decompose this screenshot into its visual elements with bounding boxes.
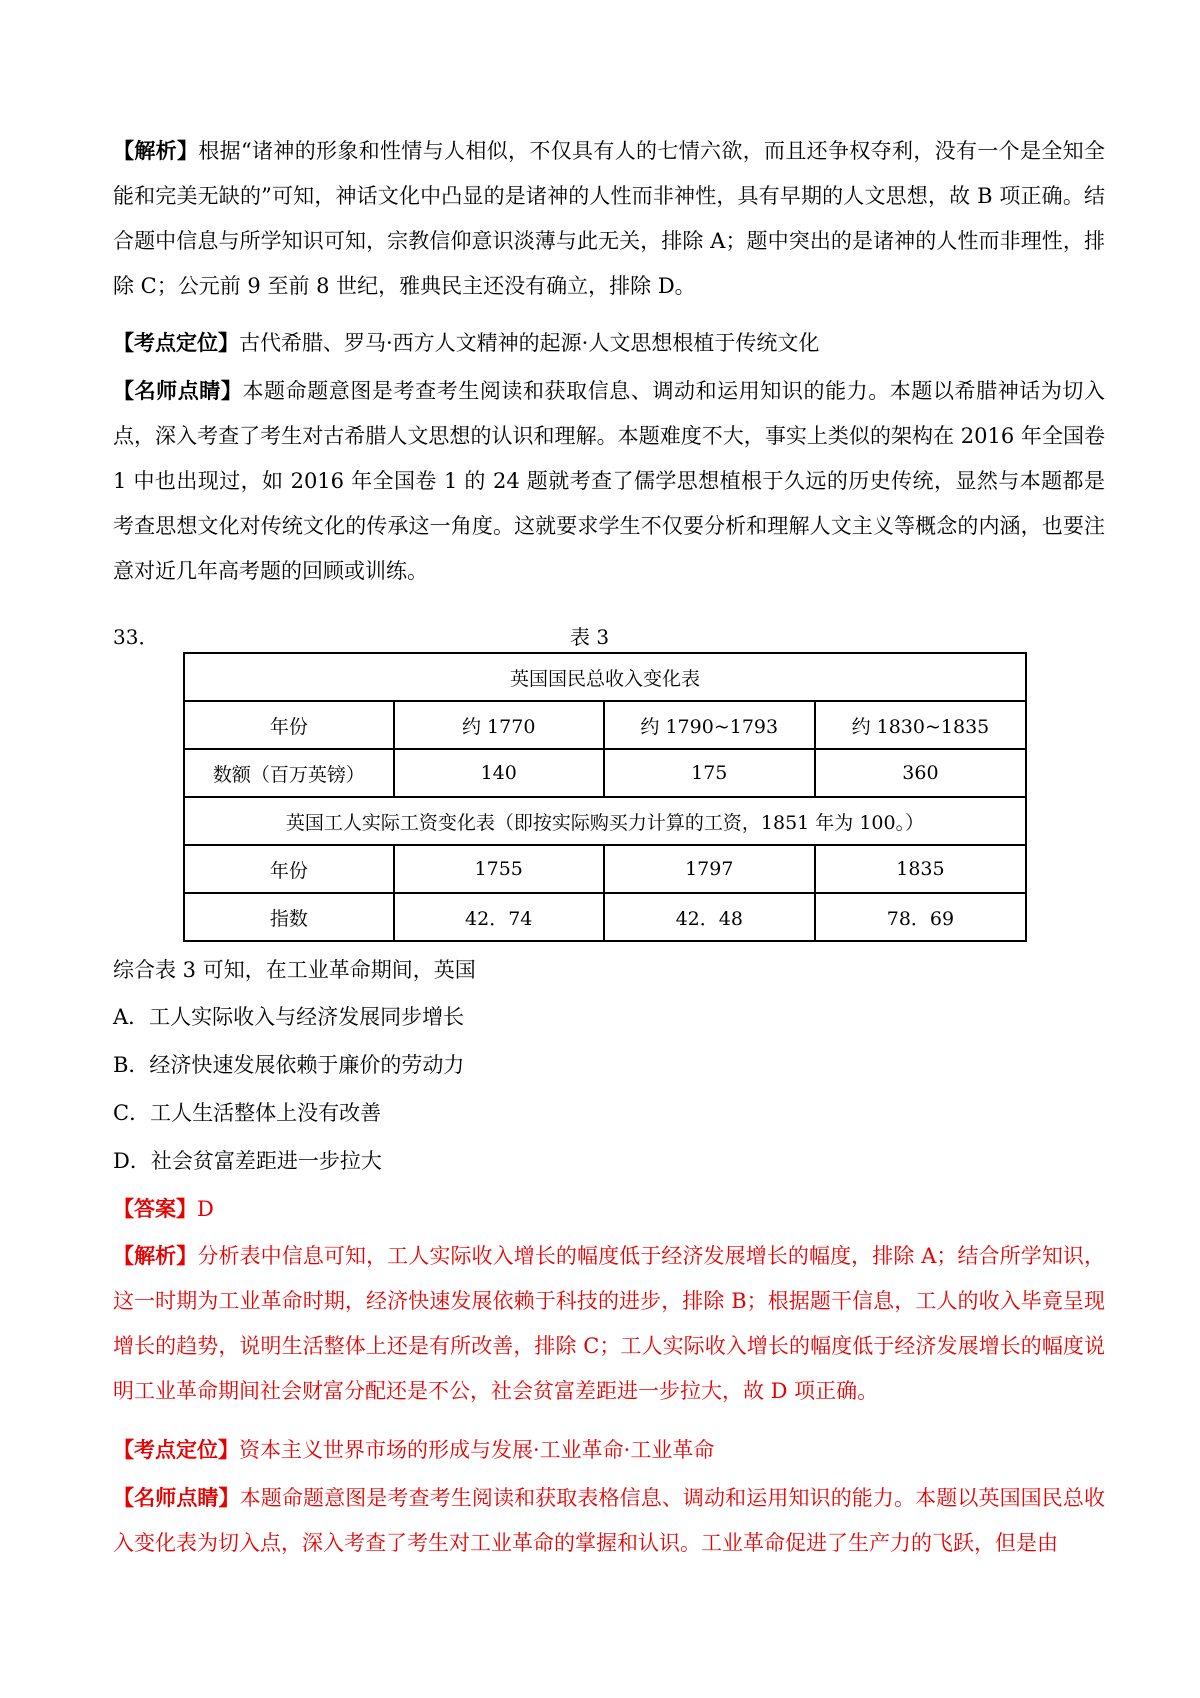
table-cell: 175 — [604, 749, 815, 797]
question-stem: 综合表 3 可知，在工业革命期间，英国 — [113, 958, 476, 982]
answer-value: D — [197, 1197, 214, 1221]
teacher-comment-tag: 【名师点睛】 — [113, 378, 243, 403]
table-row — [184, 653, 1026, 701]
option-a: A．工人实际收入与经济发展同步增长 — [113, 1005, 465, 1029]
analysis-tag: 【解析】 — [113, 1243, 198, 1268]
table-row — [184, 845, 1026, 893]
table-cell: 指数 — [184, 893, 394, 941]
table-cell: 1797 — [604, 845, 815, 893]
income-wage-table — [183, 652, 1027, 942]
table1-title: 英国国民总收入变化表 — [184, 653, 1026, 701]
knowledge-point-paragraph-2 — [113, 1427, 1105, 1473]
table-cell: 数额（百万英镑） — [184, 749, 394, 797]
analysis-paragraph-2 — [113, 1233, 1105, 1414]
question-number: 33． — [113, 625, 159, 649]
answer-line — [113, 1194, 214, 1224]
knowledge-point-text: 古代希腊、罗马·西方人文精神的起源·人文思想根植于传统文化 — [239, 331, 820, 355]
table-cell: 42．48 — [604, 893, 815, 941]
table-cell: 360 — [815, 749, 1026, 797]
table-cell: 140 — [394, 749, 604, 797]
table-row — [184, 797, 1026, 845]
analysis-text: 根据“诸神的形象和性情与人相似，不仅具有人的七情六欲，而且还争权夺利，没有一个是全知全能和完美无缺的”可知，神话文化中凸显的是诸神的人性而非神性，具有早期的人文思想，故 B 项正确。结合题中信息与所学知识可知，宗教信仰意识淡薄与此无关，排除 A；题中突出的是诸神的人性而非理性，排除 C；公元前 9 至前 8 世纪，雅典民主还没有确立，排除 D。 — [113, 139, 1105, 298]
table-cell: 1755 — [394, 845, 604, 893]
teacher-comment-text: 本题命题意图是考查考生阅读和获取信息、调动和运用知识的能力。本题以希腊神话为切入点，深入考查了考生对古希腊人文思想的认识和理解。本题难度不大，事实上类似的架构在 2016 年全国卷 1 中也出现过，如 2016 年全国卷 1 的 24 题就考查了儒学思想植根于久远的历史传统，显然与本题都是考查思想文化对传统文化的传承这一角度。这就要求学生不仅要分析和理解人文主义等概念的内涵，也要注意对近几年高考题的回顾或训练。 — [113, 379, 1105, 583]
table-row — [184, 893, 1026, 941]
option-c: C．工人生活整体上没有改善 — [113, 1101, 382, 1125]
table-cell: 约 1830~1835 — [815, 701, 1026, 749]
table-cell: 78．69 — [815, 893, 1026, 941]
knowledge-point-text: 资本主义世界市场的形成与发展·工业革命·工业革命 — [239, 1438, 715, 1462]
table-cell: 约 1770 — [394, 701, 604, 749]
knowledge-point-tag: 【考点定位】 — [113, 1437, 239, 1462]
teacher-comment-text: 本题命题意图是考查考生阅读和获取表格信息、调动和运用知识的能力。本题以英国国民总收入变化表为切入点，深入考查了考生对工业革命的掌握和认识。工业革命促进了生产力的飞跃，但是由 — [113, 1486, 1106, 1555]
table-cell: 年份 — [184, 701, 394, 749]
knowledge-point-tag: 【考点定位】 — [113, 330, 239, 355]
analysis-text: 分析表中信息可知，工人实际收入增长的幅度低于经济发展增长的幅度，排除 A；结合所学知识，这一时期为工业革命时期，经济快速发展依赖于科技的进步，排除 B；根据题干信息，工人的收入毕竟呈现增长的趋势，说明生活整体上还是有所改善，排除 C；工人实际收入增长的幅度低于经济发展增长的幅度说明工业革命期间社会财富分配还是不公，社会贫富差距进一步拉大，故 D 项正确。 — [113, 1244, 1106, 1403]
table-row — [184, 701, 1026, 749]
teacher-comment-paragraph-2 — [113, 1475, 1105, 1566]
table-cell: 约 1790~1793 — [604, 701, 815, 749]
table2-title: 英国工人实际工资变化表（即按实际购买力计算的工资，1851 年为 100。） — [184, 797, 1026, 845]
table-caption: 表 3 — [570, 625, 610, 649]
analysis-paragraph-1 — [113, 128, 1105, 309]
knowledge-point-paragraph-1 — [113, 320, 1105, 366]
answer-tag: 【答案】 — [113, 1196, 197, 1221]
teacher-comment-tag: 【名师点睛】 — [113, 1485, 240, 1510]
option-b: B．经济快速发展依赖于廉价的劳动力 — [113, 1053, 465, 1077]
table-cell: 1835 — [815, 845, 1026, 893]
table-cell: 42．74 — [394, 893, 604, 941]
teacher-comment-paragraph-1 — [113, 368, 1105, 594]
option-d: D．社会贫富差距进一步拉大 — [113, 1149, 382, 1173]
table-cell: 年份 — [184, 845, 394, 893]
table-row — [184, 749, 1026, 797]
analysis-tag: 【解析】 — [113, 138, 199, 163]
